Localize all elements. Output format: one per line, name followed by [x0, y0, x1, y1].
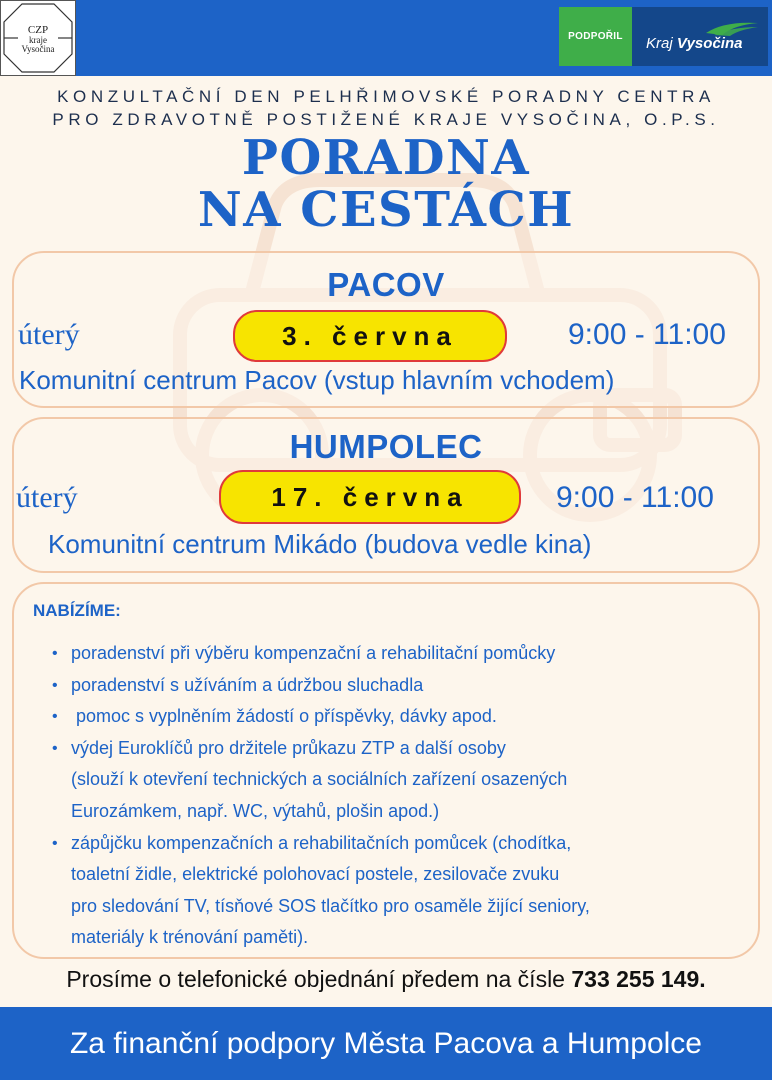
- offer-item-text: (slouží k otevření technických a sociálních zařízení osazených: [71, 769, 568, 790]
- kraj-name: Vysočina: [676, 35, 743, 52]
- poster-headline: [0, 132, 772, 236]
- offer-item-text: poradenství při výběru kompenzační a rehabilitační pomůcky: [71, 643, 556, 663]
- offer-item-text: toaletní židle, elektrické polohovací postele, zesilovače zvuku: [71, 864, 560, 885]
- sponsor-supported-label: PODPOŘIL: [559, 7, 632, 66]
- offer-item-continuation: [50, 764, 740, 796]
- subtitle-line2: PRO ZDRAVOTNĚ POSTIŽENÉ KRAJE VYSOČINA, O.P.S.: [52, 110, 720, 129]
- czp-logo-line3: Vysočina: [21, 44, 55, 54]
- offer-item: [50, 828, 740, 860]
- contact-phone: 733 255 149.: [571, 966, 706, 992]
- contact-line: [0, 966, 772, 993]
- event-day: úterý: [18, 318, 80, 351]
- offer-item: [50, 638, 740, 670]
- bullet-icon: •: [52, 834, 58, 852]
- footer-banner: [0, 1007, 772, 1080]
- bullet-icon: •: [52, 708, 58, 726]
- offer-item: [50, 733, 740, 765]
- czp-logo: [0, 0, 76, 76]
- kraj-prefix: Kraj: [646, 35, 673, 52]
- footer-text: Za finanční podpory Města Pacova a Humpolce: [69, 1026, 702, 1060]
- kraj-vysocina-wordmark: [646, 35, 742, 52]
- offer-item: [50, 670, 740, 702]
- czp-logo-text: [0, 24, 76, 54]
- bullet-icon: •: [52, 645, 58, 662]
- event-city: HUMPOLEC: [289, 428, 483, 465]
- offer-item-continuation: [50, 859, 740, 891]
- czp-logo-line1: CZP: [27, 24, 49, 36]
- offer-item-text: materiály k trénování paměti).: [71, 927, 309, 948]
- event-city: PACOV: [327, 266, 445, 303]
- headline-line1: PORADNA: [241, 130, 531, 186]
- offer-item-continuation: [50, 796, 740, 828]
- event-time: 9:00 - 11:00: [568, 318, 726, 351]
- offer-item-text: pro sledování TV, tísňové SOS tlačítko pro osaměle žijící seniory,: [71, 895, 590, 916]
- event-date-badge: 3. června: [233, 310, 507, 362]
- offer-item-text: poradenství s užíváním a údržbou sluchadla: [71, 674, 424, 695]
- subtitle-line1: KONZULTAČNÍ DEN PELHŘIMOVSKÉ PORADNY CENTRA: [57, 87, 715, 106]
- kraj-vysocina-logo: [632, 7, 768, 66]
- czp-logo-line2: kraje: [29, 35, 47, 45]
- event-place: Komunitní centrum Mikádo (budova vedle kina): [48, 529, 592, 559]
- offer-list: [50, 638, 740, 954]
- offer-item-text: pomoc s vyplněním žádostí o příspěvky, dávky apod.: [71, 706, 497, 727]
- bullet-icon: •: [52, 676, 58, 694]
- contact-text: Prosíme o telefonické objednání předem na čísle: [66, 966, 565, 992]
- offer-heading: NABÍZÍME:: [33, 601, 121, 620]
- event-day: úterý: [16, 481, 78, 514]
- offer-item-text: Eurozámkem, např. WC, výtahů, plošin apod.): [71, 800, 440, 821]
- offer-item-text: zápůjčku kompenzačních a rehabilitačních pomůcek (chodítka,: [71, 832, 572, 853]
- event-place: Komunitní centrum Pacov (vstup hlavním vchodem): [19, 365, 615, 395]
- offer-item-continuation: [50, 922, 740, 954]
- offer-item-text: výdej Euroklíčů pro držitele průkazu ZTP a další osoby: [71, 737, 506, 758]
- organizer-subtitle: [0, 85, 772, 131]
- bullet-icon: •: [52, 739, 58, 757]
- offer-item-continuation: [50, 891, 740, 923]
- event-time: 9:00 - 11:00: [556, 481, 714, 514]
- offer-item: [50, 701, 740, 733]
- event-date-badge: 17. června: [219, 470, 521, 524]
- headline-line2: NA CESTÁCH: [197, 182, 575, 238]
